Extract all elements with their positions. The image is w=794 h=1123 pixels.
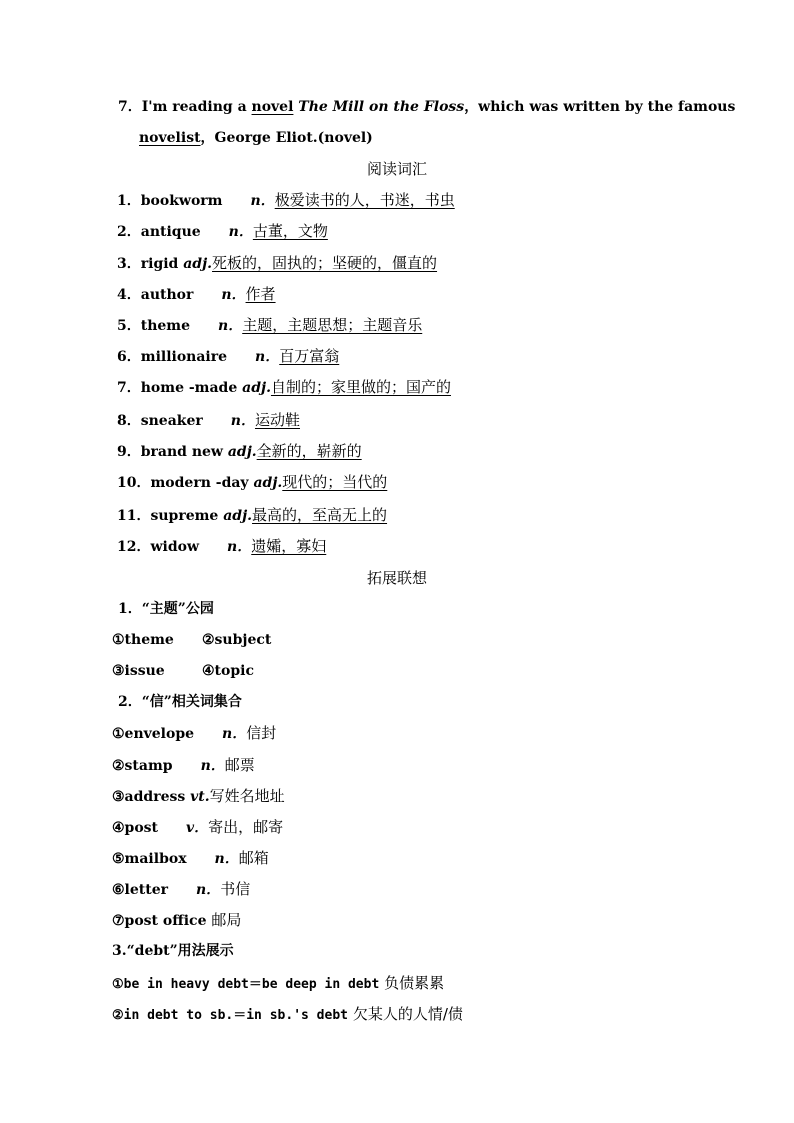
word: ⑦post office (112, 913, 207, 929)
vocab-word: antique (140, 224, 201, 240)
part-of-speech: vt. (190, 789, 210, 805)
part-of-speech: n． (255, 349, 280, 365)
part-of-speech: n． (218, 318, 243, 334)
vocab-item (117, 190, 455, 211)
list-item: ③issue (112, 663, 165, 679)
list-item: ④topic (202, 663, 254, 679)
part-of-speech: n． (230, 413, 255, 429)
vocab-item (117, 284, 276, 305)
underlined-word-novel: novel (251, 99, 294, 115)
vocab-item (117, 410, 300, 431)
part-of-speech: adj. (223, 508, 253, 524)
vocab-number: 1． (117, 193, 141, 209)
debt-usage-item (112, 1004, 463, 1026)
vocab-number: 12． (117, 539, 151, 555)
vocab-meaning: 百万富翁 (279, 347, 340, 365)
vocab-meaning: 遗孀，寡妇 (251, 537, 327, 555)
letter-word-item (112, 786, 285, 807)
part-of-speech: n． (200, 758, 225, 774)
word-meaning: 邮局 (211, 911, 242, 929)
vocab-item (117, 536, 326, 557)
phrase: ①be in heavy debt＝be deep in debt (112, 977, 380, 992)
vocab-item (117, 505, 387, 526)
letter-word-item (112, 848, 269, 869)
vocab-word: sneaker (140, 413, 203, 429)
word: ⑤mailbox (112, 851, 187, 867)
vocab-word: rigid (140, 256, 179, 272)
vocab-number: 3． (117, 256, 141, 272)
part-of-speech: n． (227, 539, 252, 555)
vocab-meaning: 古董，文物 (252, 222, 328, 240)
sentence-number: 7． (118, 99, 142, 115)
word: ③address (112, 789, 186, 805)
sentence-text: ，which was written by the famous (464, 99, 736, 115)
list-item: ②subject (202, 632, 272, 648)
letter-word-item (112, 910, 241, 931)
vocab-word: home -made (140, 380, 238, 396)
vocab-meaning: 主题，主题思想；主题音乐 (242, 316, 423, 334)
letter-word-item (112, 755, 255, 776)
letter-word-item (112, 879, 250, 900)
vocab-meaning: 全新的，崭新的 (256, 442, 362, 460)
group-title-debt: 3.“debt”用法展示 (112, 943, 234, 959)
vocab-item (117, 472, 387, 493)
vocab-item (117, 377, 451, 398)
word: ②stamp (112, 758, 173, 774)
part-of-speech: n． (228, 224, 253, 240)
word: ④post (112, 820, 159, 836)
phrase-meaning: 欠某人的人情/债 (352, 1005, 463, 1023)
word-meaning: 书信 (220, 880, 251, 898)
vocab-number: 2． (117, 224, 141, 240)
vocab-item (117, 221, 328, 242)
word-meaning: 寄出，邮寄 (208, 818, 284, 836)
part-of-speech: n． (250, 193, 275, 209)
part-of-speech: n． (221, 287, 246, 303)
example-sentence-7-cont (139, 128, 373, 148)
part-of-speech: adj. (183, 256, 213, 272)
book-title: The Mill on the Floss (298, 99, 465, 115)
part-of-speech: adj. (242, 380, 271, 396)
example-sentence-7 (118, 97, 735, 117)
group-title-letter: 2．“信”相关词集合 (118, 694, 242, 710)
vocab-meaning: 现代的；当代的 (282, 473, 388, 491)
vocab-item (117, 441, 362, 462)
phrase-meaning: 负债累累 (384, 974, 445, 992)
part-of-speech: n． (214, 851, 239, 867)
theme-row-1 (112, 630, 272, 650)
vocab-number: 4． (117, 287, 141, 303)
list-item: ①theme (112, 632, 174, 648)
sentence-text: I'm reading a (141, 99, 252, 115)
vocab-word: bookworm (140, 193, 223, 209)
vocab-word: supreme (150, 508, 219, 524)
letter-word-item (112, 723, 276, 744)
vocab-number: 5． (117, 318, 141, 334)
word-meaning: 写姓名地址 (209, 787, 285, 805)
vocab-meaning: 极爱读书的人，书迷，书虫 (274, 191, 455, 209)
vocab-word: brand new (140, 444, 223, 460)
part-of-speech: n． (196, 882, 221, 898)
section-heading-extension: 拓展联想 (366, 569, 427, 587)
vocab-item (117, 253, 437, 274)
vocab-number: 7． (117, 380, 141, 396)
letter-word-item (112, 817, 283, 838)
word-meaning: 邮票 (224, 756, 255, 774)
vocab-number: 11． (117, 508, 151, 524)
word-meaning: 邮箱 (238, 849, 269, 867)
debt-usage-item (112, 973, 444, 995)
vocab-word: theme (140, 318, 191, 334)
vocab-item (117, 315, 422, 336)
vocab-word: modern -day (150, 475, 249, 491)
part-of-speech: v． (186, 820, 209, 836)
sentence-text: ，George Eliot.(novel) (200, 130, 373, 146)
vocab-meaning: 运动鞋 (254, 411, 300, 429)
word-meaning: 信封 (246, 724, 277, 742)
vocab-meaning: 最高的，至高无上的 (252, 506, 388, 524)
part-of-speech: adj. (253, 475, 283, 491)
vocab-word: millionaire (140, 349, 228, 365)
part-of-speech: adj. (227, 444, 257, 460)
section-heading-reading-vocab: 阅读词汇 (366, 160, 427, 178)
vocab-number: 6． (117, 349, 141, 365)
part-of-speech: n． (222, 726, 247, 742)
vocab-word: widow (150, 539, 200, 555)
vocab-meaning: 作者 (245, 285, 276, 303)
word: ①envelope (112, 726, 195, 742)
vocab-item (117, 346, 339, 367)
phrase: ②in debt to sb.＝in sb.'s debt (112, 1008, 348, 1023)
word: ⑥letter (112, 882, 168, 898)
underlined-word-novelist: novelist (139, 130, 201, 146)
vocab-meaning: 死板的，固执的；坚硬的，僵直的 (212, 254, 438, 272)
group-title-theme: 1．“主题”公园 (118, 601, 214, 617)
vocab-meaning: 自制的；家里做的；国产的 (270, 378, 451, 396)
vocab-number: 9． (117, 444, 141, 460)
theme-row-2 (112, 661, 254, 681)
vocab-number: 10． (117, 475, 151, 491)
vocab-word: author (140, 287, 194, 303)
vocab-number: 8． (117, 413, 141, 429)
